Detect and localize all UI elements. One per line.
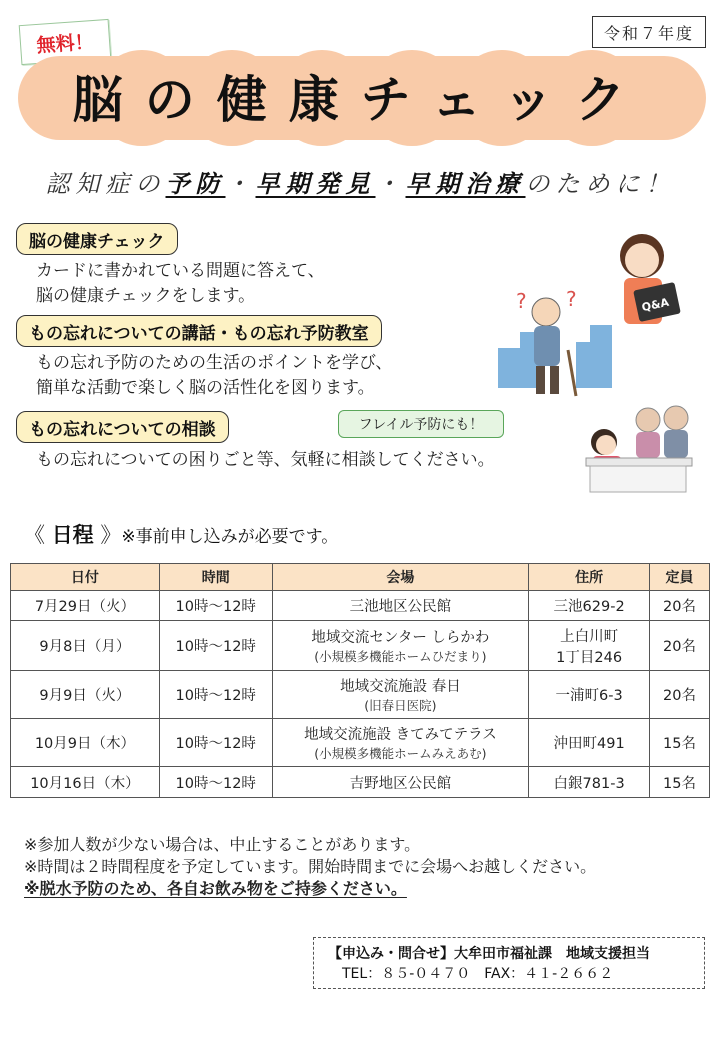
cell-venue (272, 621, 529, 671)
schedule-table (10, 563, 710, 798)
venue-name: 地域交流センター しらかわ (311, 630, 490, 646)
cell-address: 一浦町6-3 (529, 671, 650, 719)
section-heading-lecture: もの忘れについての講話・もの忘れ予防教室 (16, 315, 382, 347)
cell-time: 10時～12時 (159, 767, 272, 798)
section-line: カードに書かれている問題に答えて、 (36, 261, 325, 281)
column-header-venue: 会場 (272, 564, 529, 591)
svg-text:?: ? (516, 289, 527, 313)
venue-name: 地域交流施設 きてみてテラス (304, 727, 497, 743)
column-header-address: 住所 (529, 564, 650, 591)
cell-capacity: 15名 (650, 719, 710, 767)
section-heading-brain-check: 脳の健康チェック (16, 223, 178, 255)
note-duration: ※時間は２時間程度を予定しています。開始時間までに会場へお越しください。 (24, 857, 597, 876)
note-cancellation: ※参加人数が少ない場合は、中止することがあります。 (24, 835, 421, 854)
note-bring-drinks: ※脱水予防のため、各自お飲み物をご持参ください。 (24, 879, 407, 898)
table-row (11, 621, 710, 671)
address-line: 1丁目246 (556, 649, 623, 666)
section-line: 脳の健康チェックをします。 (36, 286, 256, 306)
section-body-consultation (36, 448, 495, 473)
cell-date: 10月9日（木） (11, 719, 160, 767)
cell-time: 10時～12時 (159, 671, 272, 719)
contact-department: 【申込み・問合せ】大牟田市福祉課 地域支援担当 (328, 946, 650, 962)
qa-card-label: Q&A (640, 295, 671, 315)
cell-capacity: 15名 (650, 767, 710, 798)
table-row (11, 719, 710, 767)
section-body-brain-check (36, 259, 325, 309)
page-title: 脳の健康チェック (72, 71, 648, 129)
table-row (11, 591, 710, 621)
subtitle-emphasis-early-detection: 早期発見 (255, 170, 376, 198)
cell-date: 9月9日（火） (11, 671, 160, 719)
cell-time: 10時～12時 (159, 621, 272, 671)
illustration-consultation (580, 398, 700, 498)
title-banner (10, 48, 710, 148)
subtitle-separator: ・ (225, 170, 256, 198)
table-row (11, 767, 710, 798)
cell-date: 9月8日（月） (11, 621, 160, 671)
cell-venue (272, 719, 529, 767)
svg-text:?: ? (566, 287, 577, 311)
cell-venue: 三池地区公民館 (272, 591, 529, 621)
free-badge: 無料！ (19, 19, 112, 65)
venue-subtitle: (旧春日医院) (364, 698, 437, 713)
cell-date: 7月29日（火） (11, 591, 160, 621)
cell-capacity: 20名 (650, 621, 710, 671)
column-header-date: 日付 (11, 564, 160, 591)
subtitle-part: のために！ (525, 170, 676, 198)
illustration-elderly-and-woman (490, 220, 700, 400)
cell-address: 白銀781-3 (529, 767, 650, 798)
frail-prevention-note: フレイル予防にも！ (338, 410, 504, 438)
schedule-heading-close: 》 (100, 523, 122, 547)
table-row (11, 671, 710, 719)
column-header-capacity: 定員 (650, 564, 710, 591)
venue-name: 地域交流施設 春日 (340, 679, 461, 695)
address-line: 上白川町 (560, 628, 619, 645)
cell-capacity: 20名 (650, 591, 710, 621)
subtitle-emphasis-prevention: 予防 (165, 170, 226, 198)
table-header-row (11, 564, 710, 591)
subtitle-separator: ・ (375, 170, 406, 198)
cell-address: 三池629-2 (529, 591, 650, 621)
cell-capacity: 20名 (650, 671, 710, 719)
column-header-time: 時間 (159, 564, 272, 591)
cell-time: 10時～12時 (159, 719, 272, 767)
cell-date: 10月16日（木） (11, 767, 160, 798)
cell-venue: 吉野地区公民館 (272, 767, 529, 798)
section-line: もの忘れについての困りごと等、気軽に相談してください。 (36, 450, 495, 470)
cell-venue (272, 671, 529, 719)
section-line: 簡単な活動で楽しく脳の活性化を図ります。 (36, 378, 375, 398)
cell-address (529, 621, 650, 671)
schedule-heading (24, 519, 338, 549)
contact-phone-fax: TEL：８５-０４７０ FAX：４１-２６６２ (342, 966, 614, 982)
cell-time: 10時～12時 (159, 591, 272, 621)
schedule-heading-open: 《 (24, 523, 45, 547)
schedule-heading-title: 日程 (51, 523, 94, 547)
section-line: もの忘れ予防のための生活のポイントを学び、 (36, 353, 393, 373)
subtitle-emphasis-early-treatment: 早期治療 (405, 170, 526, 198)
schedule-note: ※事前申し込みが必要です。 (121, 527, 339, 547)
cell-address: 沖田町491 (529, 719, 650, 767)
venue-subtitle: (小規模多機能ホームみえあむ) (314, 746, 487, 761)
contact-box (313, 937, 705, 989)
venue-subtitle: (小規模多機能ホームひだまり) (314, 649, 487, 664)
subtitle-part: 認知症の (45, 170, 166, 198)
section-heading-consultation: もの忘れについての相談 (16, 411, 229, 443)
subtitle (0, 164, 721, 199)
fiscal-year-label: 令和７年度 (592, 16, 706, 48)
section-body-lecture (36, 351, 392, 401)
